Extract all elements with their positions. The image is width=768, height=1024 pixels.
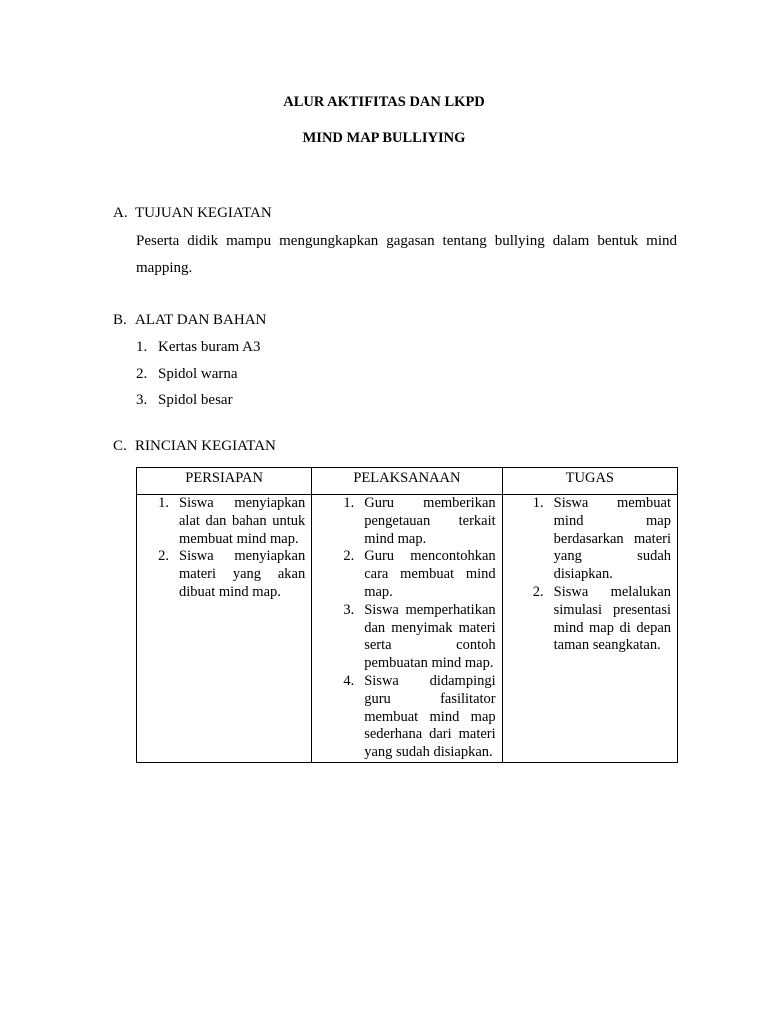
list-item-text: Siswa memperhatikan dan menyimak materi serta contoh pembuatan mind map. <box>364 601 496 672</box>
list-item-number: 2. <box>158 548 169 565</box>
list-item <box>136 339 260 366</box>
list-item-number: 3. <box>343 601 355 618</box>
section-a-paragraph: Peserta didik mampu mengungkapkan gagasan tentang bullying dalam bentuk mind mapping. <box>136 233 677 276</box>
list-item <box>312 495 495 548</box>
list-item-text: Siswa menyiapkan materi yang akan dibuat mind map. <box>179 548 306 600</box>
list-item-number: 4. <box>343 672 355 689</box>
list-item-text: Siswa menyiapkan alat dan bahan untuk membuat mind map. <box>179 495 306 547</box>
list-item <box>503 584 671 655</box>
list-item-text: Guru mencontohkan cara membuat mind map. <box>364 548 496 600</box>
list-item <box>137 548 305 601</box>
section-a-letter: A. <box>113 205 128 221</box>
list-item <box>312 602 495 673</box>
header-tugas: TUGAS <box>502 468 677 495</box>
list-item-number: 1. <box>343 495 355 511</box>
section-b-title: ALAT DAN BAHAN <box>135 312 267 328</box>
section-c-title: RINCIAN KEGIATAN <box>135 438 276 454</box>
list-item <box>503 495 671 584</box>
section-c-letter: C. <box>113 438 127 454</box>
list-item-text: Siswa membuat mind map berdasarkan materi yang sudah disiapkan. <box>553 495 671 583</box>
document-subtitle: MIND MAP BULLIYING <box>302 130 466 146</box>
document-title: ALUR AKTIFITAS DAN LKPD <box>283 94 485 110</box>
table-header-row <box>137 468 678 495</box>
list-item-number: 1. <box>158 495 169 511</box>
pelaksanaan-cell <box>312 495 502 763</box>
section-b-letter: B. <box>113 312 127 328</box>
list-item-text: Guru memberikan pengetauan terkait mind map. <box>364 495 496 547</box>
list-item <box>312 673 495 762</box>
activity-table <box>136 467 678 763</box>
table-row <box>137 495 678 763</box>
persiapan-list <box>137 495 311 602</box>
persiapan-cell <box>137 495 312 763</box>
list-item-number: 2. <box>343 548 355 565</box>
section-b-heading <box>113 312 266 329</box>
list-item <box>136 366 260 393</box>
section-c-heading <box>113 438 276 455</box>
list-item-number: 2. <box>532 583 544 600</box>
list-item <box>312 548 495 601</box>
materials-list <box>136 339 260 419</box>
tugas-cell <box>502 495 677 763</box>
list-item-text: Kertas buram A3 <box>158 339 261 355</box>
section-a-title: TUJUAN KEGIATAN <box>135 205 272 221</box>
list-item-text: Siswa melalukan simulasi presentasi mind map di depan taman seangkatan. <box>553 583 671 654</box>
list-item-number: 2. <box>136 365 148 382</box>
list-item-number: 1. <box>136 339 148 355</box>
section-a-heading <box>113 205 272 222</box>
list-item-text: Siswa didampingi guru fasilitator membuat mind map sederhana dari materi yang sudah disiapkan. <box>364 672 496 761</box>
header-pelaksanaan: PELAKSANAAN <box>312 468 502 495</box>
list-item-text: Spidol besar <box>158 392 233 408</box>
list-item-number: 1. <box>532 495 544 511</box>
pelaksanaan-list <box>312 495 501 762</box>
tugas-list <box>503 495 677 655</box>
list-item <box>136 392 260 419</box>
list-item-number: 3. <box>136 392 148 408</box>
list-item <box>137 495 305 548</box>
list-item-text: Spidol warna <box>158 365 238 382</box>
header-persiapan: PERSIAPAN <box>137 468 312 495</box>
